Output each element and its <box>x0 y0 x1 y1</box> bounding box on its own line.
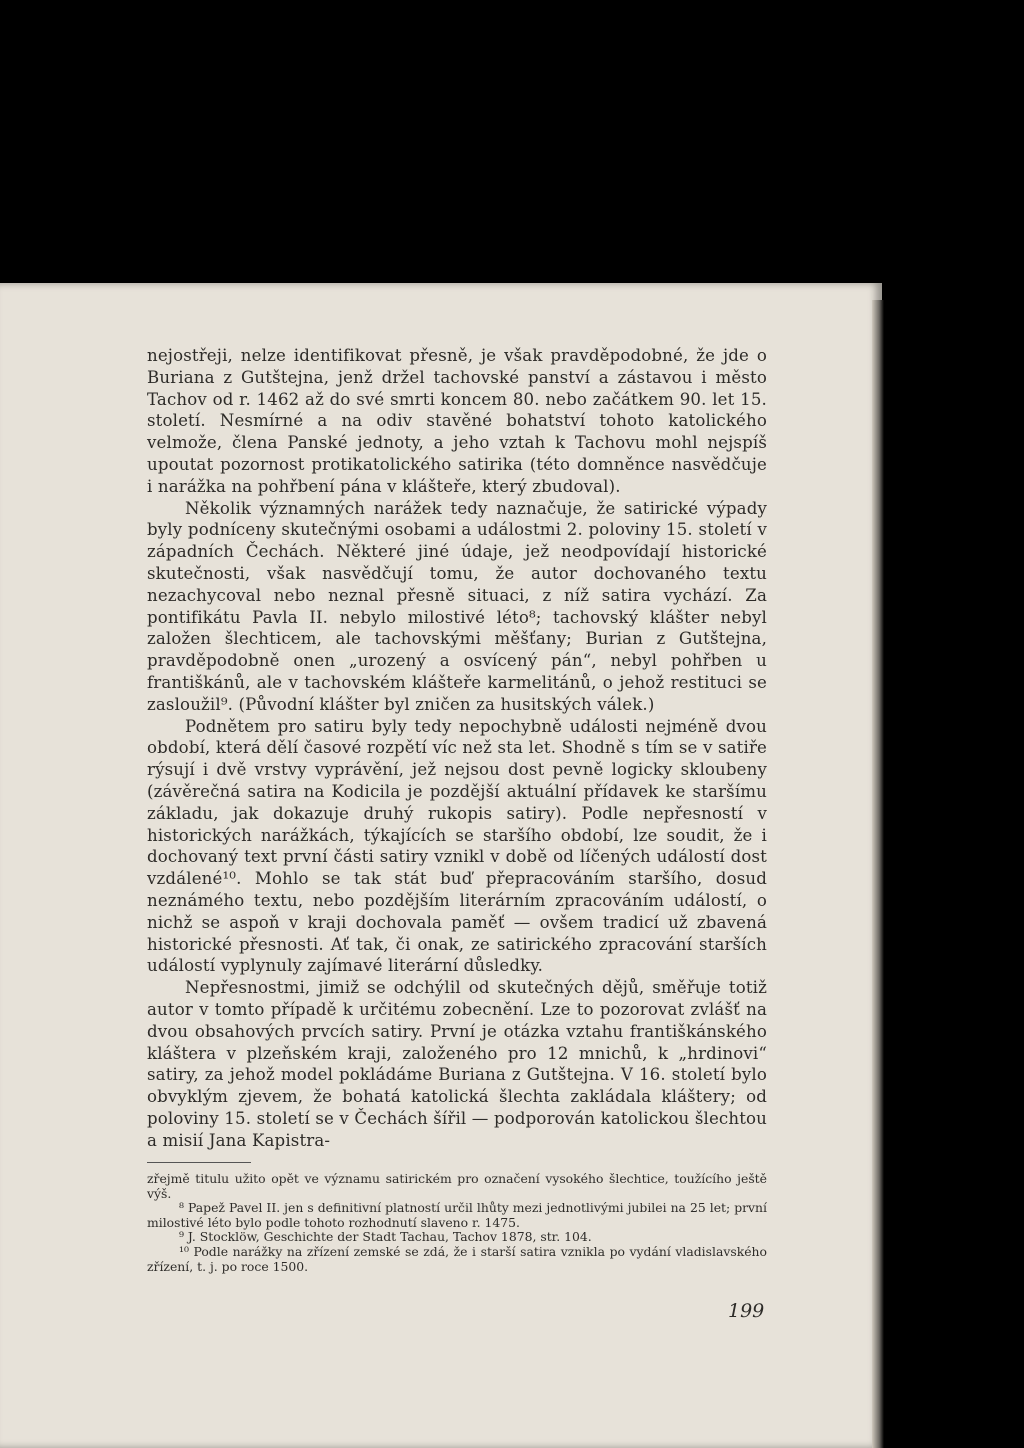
body-text <box>147 345 767 1151</box>
paragraph: Podnětem pro satiru byly tedy nepochybně události nejméně dvou období, která dělí časové rozpětí víc než sta let. Shodně s tím se v satiře rýsují i dvě vrstvy vyprávění, jež nejsou dost pevně logicky skloubeny (závěrečná satira na Kodicila je pozdější aktuální přídavek ke staršímu základu, jak dokazuje druhý rukopis satiry). Podle nepřesností v historických narážkách, týkajících se staršího období, lze soudit, že i dochovaný text první části satiry vznikl v době od líčených událostí dost vzdálené¹⁰. Mohlo se tak stát buď přepracováním staršího, dosud neznámého textu, nebo pozdějším literárním zpracováním událostí, o nichž se aspoň v kraji dochovala paměť — ovšem tradicí už zbavená historické přesnosti. Ať tak, či onak, ze satirického zpracování starších událostí vyplynuly zajímavé literární důsledky. <box>147 716 767 976</box>
footnote: zřejmě titulu užito opět ve významu satirickém pro označení vysokého šlechtice, toužícího ještě výš. <box>147 1171 767 1201</box>
footnote-divider <box>147 1162 251 1163</box>
footnote: ⁹ J. Stocklöw, Geschichte der Stadt Tachau, Tachov 1878, str. 104. <box>179 1229 592 1245</box>
footnote: ¹⁰ Podle narážky na zřízení zemské se zdá, že i starší satira vznikla po vydání vladislavského zřízení, t. j. po roce 1500. <box>147 1243 767 1274</box>
paragraph: Několik významných narážek tedy naznačuje, že satirické výpady byly podníceny skutečnými osobami a událostmi 2. poloviny 15. století v západních Čechách. Některé jiné údaje, jež neodpovídají historické skutečnosti, však nasvědčují tomu, že autor dochovaného textu nezachycoval nebo neznal přesně situaci, z níž satira vychází. Za pontifikátu Pavla II. nebylo milostivé léto⁸; tachovský klášter nebyl založen šlechticem, ale tachovskými měšťany; Burian z Gutštejna, pravděpodobně onen „urozený a osvícený pán“, nebyl pohřben u františkánů, ale v tachovském klášteře karmelitánů, o jehož restituci se zasloužil⁹. (Původní klášter byl zničen za husitských válek.) <box>147 498 767 714</box>
footnote: ⁸ Papež Pavel II. jen s definitivní platností určil lhůty mezi jednotlivými jubilei na 25 let; první milostivé léto bylo podle tohoto rozhodnutí slaveno r. 1475. <box>147 1200 767 1230</box>
page-edge-shadow <box>872 300 884 1448</box>
paragraph: Nepřesnostmi, jimiž se odchýlil od skutečných dějů, směřuje totiž autor v tomto případě k určitému zobecnění. Lze to pozorovat zvlášť na dvou obsahových prvcích satiry. První je otázka vztahu františkánského kláštera v plzeňském kraji, založeného pro 12 mnichů, k „hrdinovi“ satiry, za jehož model pokládáme Buriana z Gutštejna. V 16. století bylo obvyklým zjevem, že bohatá katolická šlechta zakládala kláštery; od poloviny 15. století se v Čechách šířil — podporován katolickou šlechtou a misií Jana Kapistra- <box>147 978 767 1150</box>
footnotes <box>147 1172 767 1274</box>
paragraph: nejostřeji, nelze identifikovat přesně, je však pravděpodobné, že jde o Buriana z Gutštejna, jenž držel tachovské panství a zástavou i město Tachov od r. 1462 až do své smrti koncem 80. nebo začátkem 90. let 15. století. Nesmírné a na odiv stavěné bohatství tohoto katolického velmože, člena Panské jednoty, a jeho vztah k Tachovu mohl nejspíš upoutat pozornost protikatolického satirika (této domněnce nasvědčuje i narážka na pohřbení pána v klášteře, který zbudoval). <box>147 346 767 496</box>
page-number: 199 <box>728 1300 765 1322</box>
